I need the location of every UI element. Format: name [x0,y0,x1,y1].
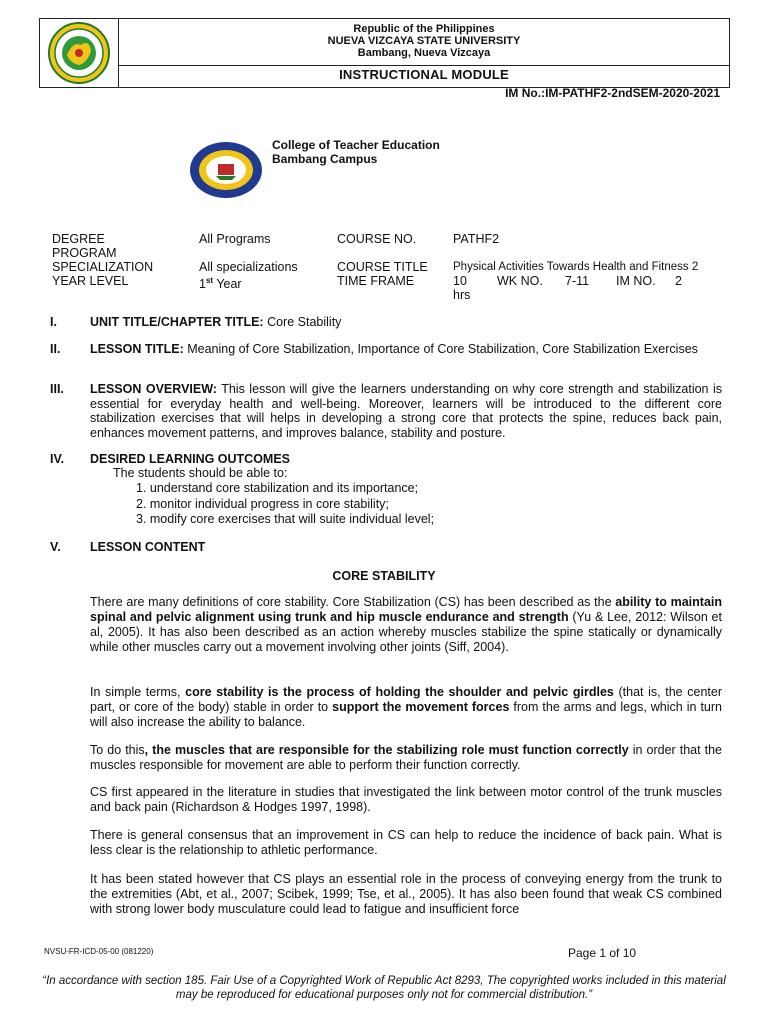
program-label: PROGRAM [52,246,117,260]
week-label: WK NO. [497,274,543,288]
section-number: II. [50,342,61,356]
university-name: NUEVA VIZCAYA STATE UNIVERSITY [327,35,521,47]
outcome-item: 1. understand core stabilization and its importance; [136,481,419,495]
section-number: V. [50,540,61,554]
specialization-value: All specializations [199,260,298,274]
module-title: INSTRUCTIONAL MODULE [339,67,509,82]
section-text: This lesson will give the learners understanding on why core strength and stabilization is essential for everyday health and well-being. Moreover, learners will be introduced to the different core stabilization exercises that will helps in developing a strong core that protects the spine, reduces back pain, enhances movement patterns, and improves balance, stability and posture. [90,382,723,440]
paragraph-energy: It has been stated however that CS plays an essential role in the process of conveying energy from the trunk to the extremities (Abt, et al., 2007; Scibek, 1999; Tse, et al., 2005). It has also been found that weak CS combined with strong lower body musculature could lead to fatigue and insufficient force [90,872,722,916]
section-lesson-overview [50,382,722,440]
copyright-note: “In accordance with section 185. Fair Use of a Copyrighted Work of Republic Act 8293, The copyrighted works included in this material may be reproduced for educational purposes only not for commercial distribution.” [42,975,726,1001]
college-name: College of Teacher Education [272,138,440,152]
course-title-label: COURSE TITLE [337,260,428,274]
nvsu-seal-icon [40,19,118,87]
section-label: DESIRED LEARNING OUTCOMES [90,452,291,466]
paragraph-cs-literature: CS first appeared in the literature in studies that investigated the link between motor control of the trunk muscles and back pain (Richardson & Hodges 1997, 1998). [90,785,722,814]
year-level-value: 1st Year [199,276,242,292]
college-campus: Bambang Campus [272,152,378,166]
im-label: IM NO. [616,274,656,288]
outcomes-intro: The students should be able to: [113,466,288,480]
course-no-label: COURSE NO. [337,232,417,246]
time-frame-value: 10 [453,274,467,288]
section-number: I. [50,315,57,329]
paragraph-simple-terms: In simple terms, core stability is the process of holding the shoulder and pelvic girdles (that is, the center part, or core of the body) stable in order to support the movement forces from the arms and legs, which in turn will also increase the ability to balance. [90,685,723,729]
outcome-item: 3. modify core exercises that will suite individual level; [136,512,435,526]
time-frame-label: TIME FRAME [337,274,415,288]
section-lesson-title [50,342,722,357]
section-lesson-content [50,540,722,555]
cte-logo-icon [188,140,264,200]
paragraph-consensus: There is general consensus that an improvement in CS can help to reduce the incidence of back pain. What is less clear is the relationship to athletic performance. [90,828,722,857]
college-block [272,138,440,166]
section-number: IV. [50,452,65,466]
im-number: IM No.:IM-PATHF2-2ndSEM-2020-2021 [505,86,720,100]
page-number: Page 1 of 10 [568,946,637,960]
content-heading: CORE STABILITY [332,569,436,583]
section-learning-outcomes [50,452,722,467]
seal-cell [40,19,119,87]
year-level-label: YEAR LEVEL [52,274,129,288]
campus-text: Bambang, Nueva Vizcaya [357,47,491,59]
header-title [119,19,729,66]
section-label: LESSON OVERVIEW: [90,382,217,396]
section-number: III. [50,382,64,396]
im-value: 2 [675,274,682,288]
course-no-value: PATHF2 [453,232,500,246]
degree-label: DEGREE [52,232,105,246]
section-label: LESSON CONTENT [90,540,206,554]
document-header [39,18,730,88]
outcome-item: 2. monitor individual progress in core stability; [136,496,389,511]
outcomes-list [136,481,434,528]
section-text: Meaning of Core Stabilization, Importance of Core Stabilization, Core Stabilization Exercises [183,342,698,356]
section-label: LESSON TITLE: [90,342,184,356]
time-frame-unit: hrs [453,288,471,302]
section-label: UNIT TITLE/CHAPTER TITLE: [90,315,264,329]
paragraph-definitions: There are many definitions of core stability. Core Stabilization (CS) has been described as the ability to maintain spinal and pelvic alignment using trunk and hip muscle endurance and strength (Yu & Lee, 2012: Wilson et al, 2005). It has also been described as an action whereby muscles stabilize the spine statically or dynamically while other muscles carry out a movement involving other joints (Siff, 2004). [90,595,723,654]
course-title-value: Physical Activities Towards Health and Fitness 2 [453,261,699,273]
section-unit-title [50,315,722,330]
paragraph-to-do-this: To do this, the muscles that are responsible for the stabilizing role must function correctly in order that the muscles responsible for movement are able to perform their function correctly. [90,743,722,772]
degree-value: All Programs [199,232,271,246]
form-code: NVSU-FR-ICD-05-00 (081220) [44,947,154,956]
specialization-label: SPECIALIZATION [52,260,154,274]
republic-text: Republic of the Philippines [353,23,495,35]
week-value: 7-11 [565,274,590,288]
section-text: Core Stability [263,315,342,329]
